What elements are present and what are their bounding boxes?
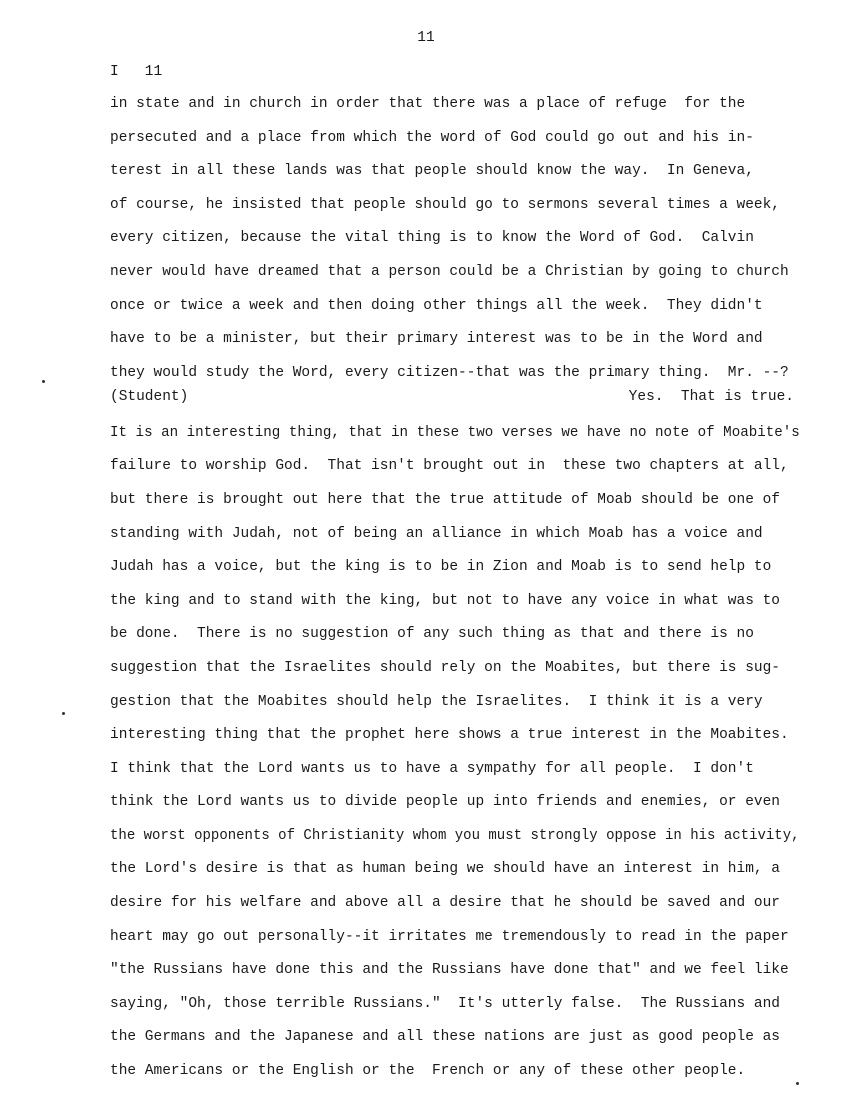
text-line: saying, "Oh, those terrible Russians." It's utterly false. The Russians and — [110, 995, 781, 1012]
text-line: terest in all these lands was that people should know the way. In Geneva, — [110, 163, 754, 180]
text-line: heart may go out personally--it irritates me tremendously to read in the paper — [110, 928, 789, 945]
text-line: have to be a minister, but their primary interest was to be in the Word and — [110, 331, 763, 348]
text-line: "the Russians have done this and the Russians have done that" and we feel like — [110, 962, 789, 979]
text-line: once or twice a week and then doing other things all the week. They didn't — [110, 297, 763, 314]
text-line: the worst opponents of Christianity whom you must strongly oppose in his activity, — [110, 827, 800, 844]
text-line: they would study the Word, every citizen--that was the primary thing. Mr. --? — [110, 364, 789, 381]
text-line: be done. There is no suggestion of any such thing as that and there is no — [110, 626, 754, 643]
student-speaker-label: (Student) — [110, 388, 189, 405]
text-line: interesting thing that the prophet here shows a true interest in the Moabites. — [110, 727, 789, 744]
margin-speck — [42, 380, 45, 383]
section-reference: I 11 — [110, 64, 163, 80]
text-line: persecuted and a place from which the word of God could go out and his in- — [110, 129, 754, 146]
lecturer-reply: Yes. That is true. — [628, 388, 794, 405]
text-line: failure to worship God. That isn't brought out in these two chapters at all, — [110, 458, 789, 475]
margin-speck — [796, 1082, 799, 1085]
text-line: the king and to stand with the king, but not to have any voice in what was to — [110, 592, 781, 609]
text-line: It is an interesting thing, that in these two verses we have no note of Moabite's — [110, 424, 800, 441]
text-line: the Americans or the English or the French or any of these other people. — [110, 1063, 746, 1080]
text-line: of course, he insisted that people should go to sermons several times a week, — [110, 196, 781, 213]
text-line: the Germans and the Japanese and all these nations are just as good people as — [110, 1029, 781, 1046]
text-line: Judah has a voice, but the king is to be in Zion and Moab is to send help to — [110, 559, 772, 576]
student-exchange-line — [110, 389, 800, 425]
transcript-body — [110, 96, 800, 1097]
text-line: standing with Judah, not of being an alliance in which Moab has a voice and — [110, 525, 763, 542]
text-line: think the Lord wants us to divide people up into friends and enemies, or even — [110, 794, 781, 811]
text-line: in state and in church in order that there was a place of refuge for the — [110, 96, 746, 112]
text-line: the Lord's desire is that as human being we should have an interest in him, a — [110, 861, 781, 878]
text-line: never would have dreamed that a person could be a Christian by going to church — [110, 263, 789, 280]
text-line: every citizen, because the vital thing is to know the Word of God. Calvin — [110, 230, 754, 247]
text-line: suggestion that the Israelites should rely on the Moabites, but there is sug- — [110, 659, 781, 676]
text-line: gestion that the Moabites should help the Israelites. I think it is a very — [110, 693, 763, 710]
text-line: I think that the Lord wants us to have a sympathy for all people. I don't — [110, 760, 754, 777]
text-line: desire for his welfare and above all a desire that he should be saved and our — [110, 895, 781, 912]
margin-speck — [62, 712, 65, 715]
text-line: but there is brought out here that the true attitude of Moab should be one of — [110, 491, 781, 508]
page-number: 11 — [417, 30, 435, 46]
